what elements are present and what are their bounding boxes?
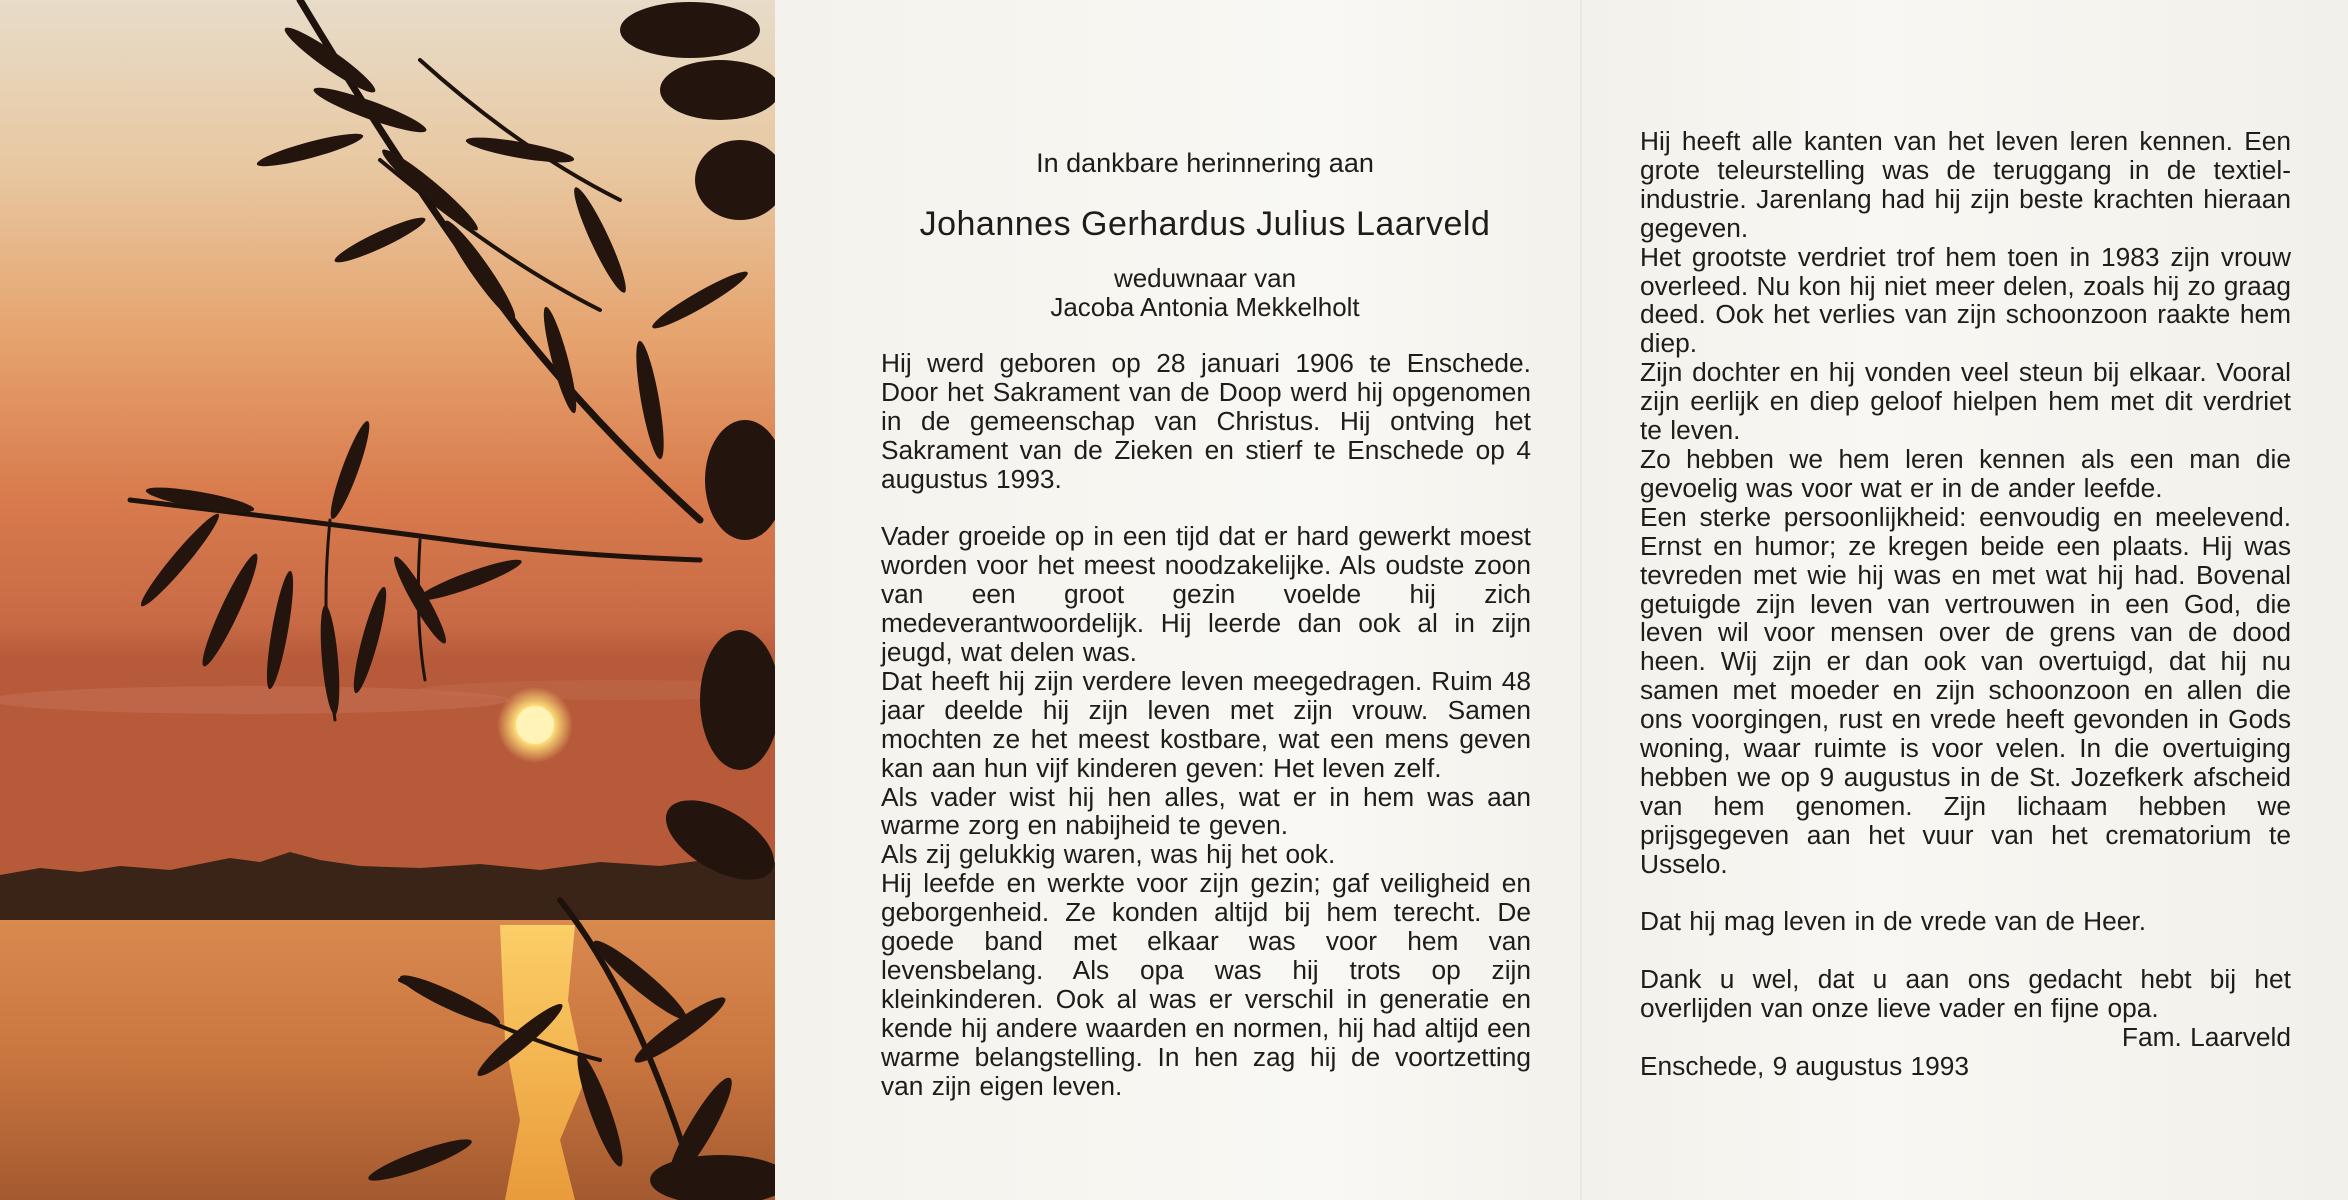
sunset-photo [0,0,775,1200]
paragraph-peace: Dat hij mag leven in de vrede van de Heer. [1640,906,2147,937]
paragraph-grief: Het grootste verdriet trof hem toen in 1983 zijn vrouw overleed. Nu kon hij niet meer delen, zoals hij zo graag deed. Ook het verlies van zijn schoonzoon raakte hem diep. [1640,241,2291,359]
paragraph-youth: Vader groeide op in een tijd dat er hard gewerkt moest worden voor het meest noodzakelijke. Als oudste zoon van een groot gezin voelde hij zich medeverantwoordelijk. Hij leerde dan ook al in zijn jeugd, wat delen was. [881,521,1531,668]
family-signature: Fam. Laarveld [2121,1022,2291,1053]
paragraph-family: Hij leefde en werkte voor zijn gezin; gaf veiligheid en geborgenheid. Ze konden altijd bij hem terecht. De goede band met elkaar was voor hem van levensbelang. Als opa was hij trots op zijn kleinkinderen. Ook al was er verschil in generatie en kende hij andere waarden en normen, hij had altijd een warme belangstelling. In hen zag hij de voortzetting van zijn eigen leven. [881,868,1531,1101]
spouse-name: Jacoba Antonia Mekkelholt [1050,292,1360,322]
card-fold-line [1580,0,1582,1200]
paragraph-father: Als vader wist hij hen alles, wat er in hem was aan warme zorg en nabijheid te geven. [881,781,1531,841]
deceased-name: Johannes Gerhardus Julius Laarveld [919,205,1491,243]
text-column-left [881,349,1531,1101]
paragraph-life: Hij heeft alle kanten van het leven leren kennen. Een grote teleurstelling was de teruggang in de textiel-industrie. Jarenlang had hij zijn beste krachten hieraan gegeven. [1640,126,2291,243]
intro-line: In dankbare herinnering aan [1036,148,1374,178]
sunset-willow-image [0,0,775,1200]
paragraph-sensitive: Zo hebben we hem leren kennen als een man die gevoelig was voor wat er in de ander leefde. [1640,443,2291,503]
paragraph-support: Zijn dochter en hij vonden veel steun bij elkaar. Vooral zijn eerlijk en diep geloof hielpen hem met dit verdriet te leven. [1640,357,2291,446]
paragraph-happy: Als zij gelukkig waren, was hij het ook. [881,839,1336,870]
paragraph-birth: Hij werd geboren op 28 januari 1906 te Enschede. Door het Sakrament van de Doop werd hij opgenomen in de gemeenschap van Christus. Hij ontving het Sakrament van de Zieken en stierf te Enschede op 4 augustus 1993. [881,348,1531,494]
card-header [885,146,1525,322]
paragraph-thanks: Dank u wel, dat u aan ons gedacht hebt bij het overlijden van onze lieve vader en fijne opa. [1640,964,2291,1024]
paragraph-marriage: Dat heeft hij zijn verdere leven meegedragen. Ruim 48 jaar deelde hij zijn leven met zijn vrouw. Samen mochten ze het meest kostbare, wat een mens geven kan aan hun vijf kinderen geven: Het leven zelf. [881,665,1531,783]
paragraph-personality: Een sterke persoonlijkheid: eenvoudig en meelevend. Ernst en humor; ze kregen beide een plaats. Hij was tevreden met wie hij was en met wat hij had. Bovenal getuigde zijn leven van vertrouwen in een God, die leven wil voor mensen over de grens van de dood heen. Wij zijn er dan ook van overtuigd, dat hij nu samen met moeder en zijn schoonzoon en allen die ons voorgingen, rust en vrede heeft gevonden in Gods woning, waar ruimte is voor velen. In die overtuiging hebben we op 9 augustus in de St. Jozefkerk afscheid van hem genomen. Zijn lichaam hebben we prijsgegeven aan het vuur van het crematorium te Usselo. [1640,501,2291,879]
widower-line: weduwnaar van [1113,263,1297,293]
place-date: Enschede, 9 augustus 1993 [1640,1050,1970,1081]
text-column-right [1640,127,2291,1081]
